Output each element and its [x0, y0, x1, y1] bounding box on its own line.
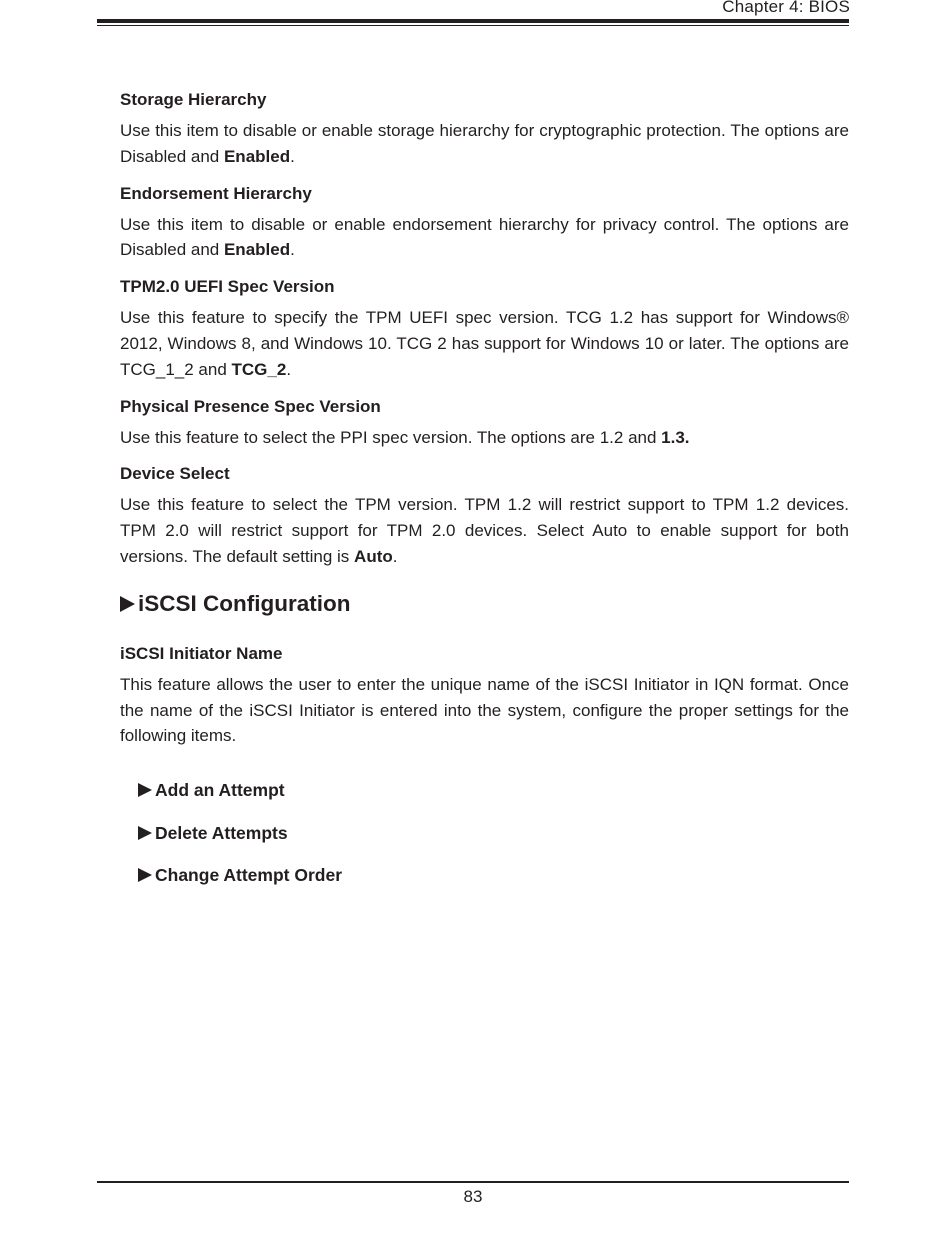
desc-text: Use this feature to select the PPI spec version. The options are 1.2 and	[120, 427, 662, 447]
subitem-label: Change Attempt Order	[155, 865, 343, 886]
item-title-endorsement-hierarchy: Endorsement Hierarchy	[120, 183, 312, 203]
desc-default-value: Enabled	[223, 240, 291, 260]
desc-text-end: .	[290, 240, 295, 260]
desc-text-end: .	[290, 146, 295, 166]
triangle-right-icon	[138, 868, 152, 882]
desc-text-end: .	[392, 546, 398, 566]
subitem-label: Add an Attempt	[155, 780, 285, 801]
desc-default-value: 1.3.	[661, 427, 690, 447]
item-desc-device-select	[120, 492, 849, 569]
subitem-add-an-attempt	[138, 779, 849, 801]
triangle-right-icon	[120, 596, 135, 612]
item-title-iscsi-initiator-name: iSCSI Initiator Name	[120, 643, 283, 663]
desc-default-value: Enabled	[223, 146, 291, 166]
subitem-change-attempt-order	[138, 864, 849, 886]
triangle-right-icon	[138, 826, 152, 840]
item-desc-storage-hierarchy	[120, 118, 849, 170]
item-title-physical-presence-spec-version: Physical Presence Spec Version	[120, 396, 381, 416]
item-title-storage-hierarchy: Storage Hierarchy	[120, 90, 267, 109]
page-number: 83	[463, 1187, 483, 1206]
header-rule-thick	[97, 19, 849, 23]
desc-text-end: .	[286, 359, 292, 379]
footer-rule	[97, 1181, 849, 1183]
desc-text: Use this item to disable or enable storage hierarchy for cryptographic protection. The options are Disabled and	[120, 121, 849, 166]
desc-text: Use this feature to select the TPM version. TPM 1.2 will restrict support to TPM 1.2 devices. TPM 2.0 will restrict support for TPM 2.0 devices. Select Auto to enable support for both versions. The default setting is	[120, 495, 849, 566]
item-desc-iscsi-initiator-name: This feature allows the user to enter the unique name of the iSCSI Initiator in IQN format. Once the name of the iSCSI Initiator is entered into the system, configure the proper settings for the following items.	[120, 674, 849, 746]
page-content	[120, 89, 849, 907]
desc-default-value: TCG_2	[231, 359, 287, 379]
header-rule-thin	[97, 25, 849, 26]
item-desc-tpm-uefi-spec-version	[120, 305, 849, 382]
item-desc-physical-presence-spec-version	[120, 425, 849, 451]
item-desc-endorsement-hierarchy	[120, 212, 849, 264]
desc-text: Use this feature to specify the TPM UEFI spec version. TCG 1.2 has support for Windows® 2012, Windows 8, and Windows 10. TCG 2 has support for Windows 10 or later. The options are TCG_1_2 and	[120, 308, 849, 379]
item-title-device-select: Device Select	[120, 464, 230, 484]
subitem-label: Delete Attempts	[155, 822, 288, 843]
subitem-delete-attempts	[138, 822, 849, 844]
section-heading-label: iSCSI Configuration	[138, 590, 351, 616]
item-title-tpm-uefi-spec-version: TPM2.0 UEFI Spec Version	[120, 277, 335, 297]
chapter-header: Chapter 4: BIOS	[722, 0, 850, 16]
section-heading-iscsi-configuration	[120, 590, 849, 618]
triangle-right-icon	[138, 783, 152, 797]
desc-text: Use this item to disable or enable endorsement hierarchy for privacy control. The options are Disabled and	[120, 214, 849, 260]
desc-default-value: Auto	[354, 546, 393, 566]
